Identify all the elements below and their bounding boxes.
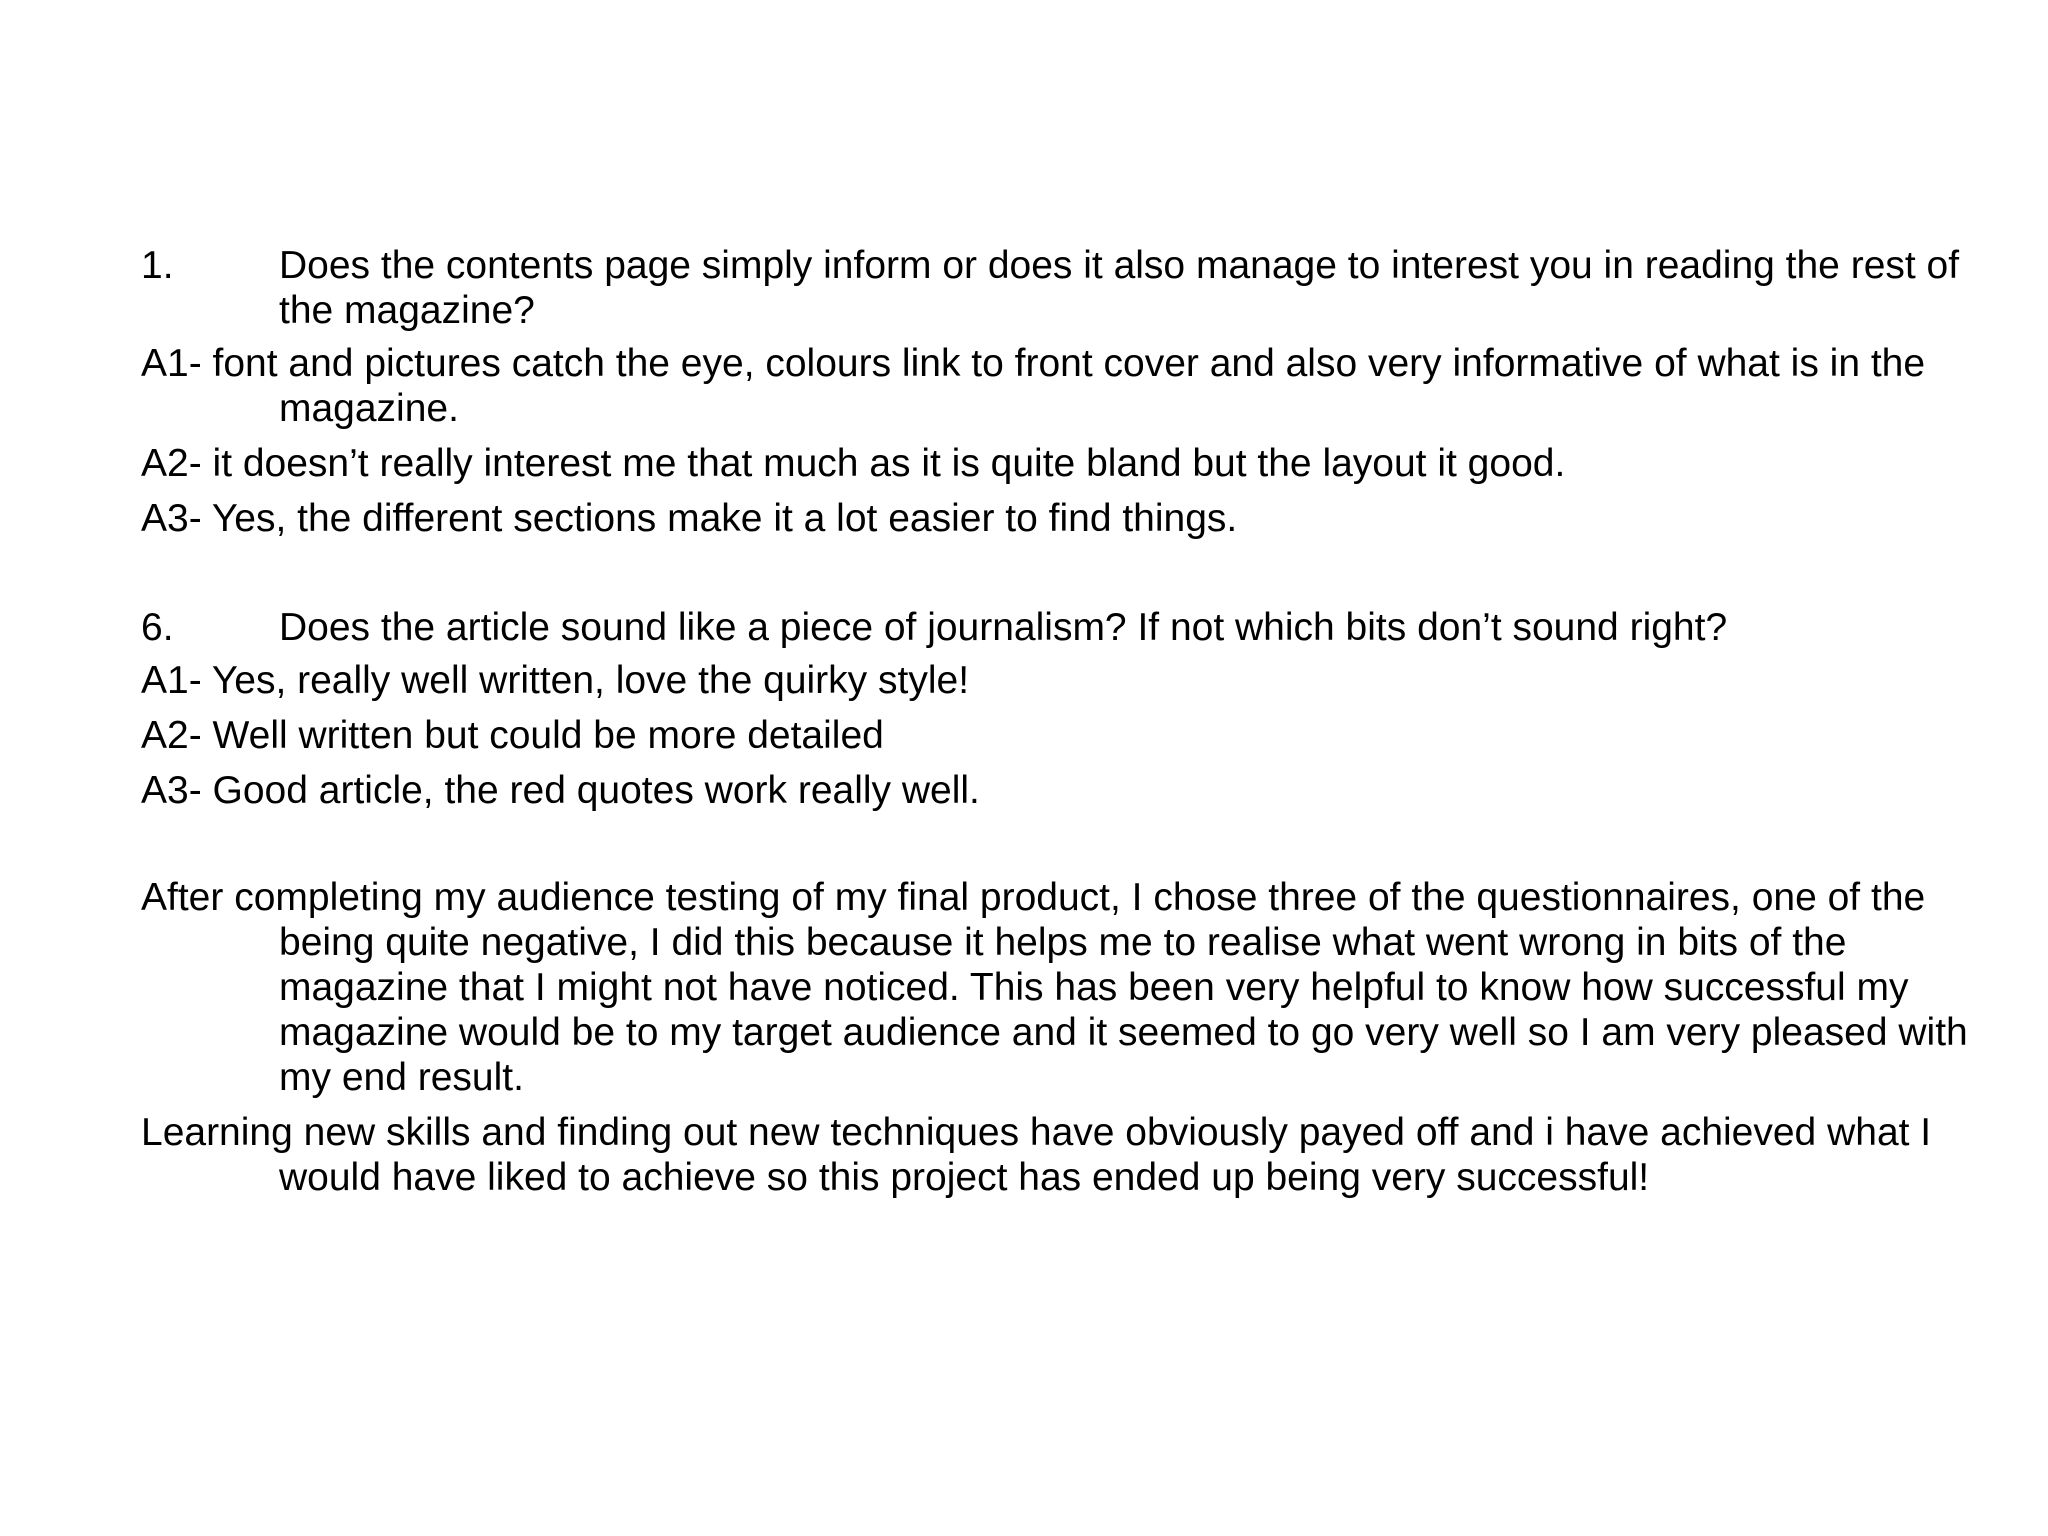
question-number: 6. <box>141 606 174 649</box>
question-1 <box>141 243 1971 333</box>
conclusion-paragraph: After completing my audience testing of my final product, I chose three of the questionnaires, one of the being quite negative, I did this because it helps me to realise what went wrong in bits of the magazine that I might not have noticed. This has been very helpful to know how successful my magazine would be to my target audience and it seemed to go very well so I am very pleased with my end result. <box>141 876 1968 1099</box>
question-6 <box>141 605 1971 650</box>
answer-a3: A3- Good article, the red quotes work really well. <box>141 769 980 812</box>
question-text: Does the article sound like a piece of journalism? If not which bits don’t sound right? <box>279 606 1728 649</box>
slide-content <box>141 243 1971 1210</box>
answer-a3: A3- Yes, the different sections make it a lot easier to find things. <box>141 497 1238 540</box>
answer-a1: A1- Yes, really well written, love the quirky style! <box>141 659 970 702</box>
question-number: 1. <box>141 244 174 287</box>
answer-a2: A2- it doesn’t really interest me that much as it is quite bland but the layout it good. <box>141 442 1566 485</box>
question-text: Does the contents page simply inform or does it also manage to interest you in reading the rest of the magazine? <box>279 244 1960 332</box>
conclusion-paragraph: Learning new skills and finding out new techniques have obviously payed off and i have achieved what I would have liked to achieve so this project has ended up being very successful! <box>141 1111 1932 1199</box>
answer-a1: A1- font and pictures catch the eye, colours link to front cover and also very informative of what is in the magazine. <box>141 342 1926 430</box>
answer-a2: A2- Well written but could be more detailed <box>141 714 884 757</box>
